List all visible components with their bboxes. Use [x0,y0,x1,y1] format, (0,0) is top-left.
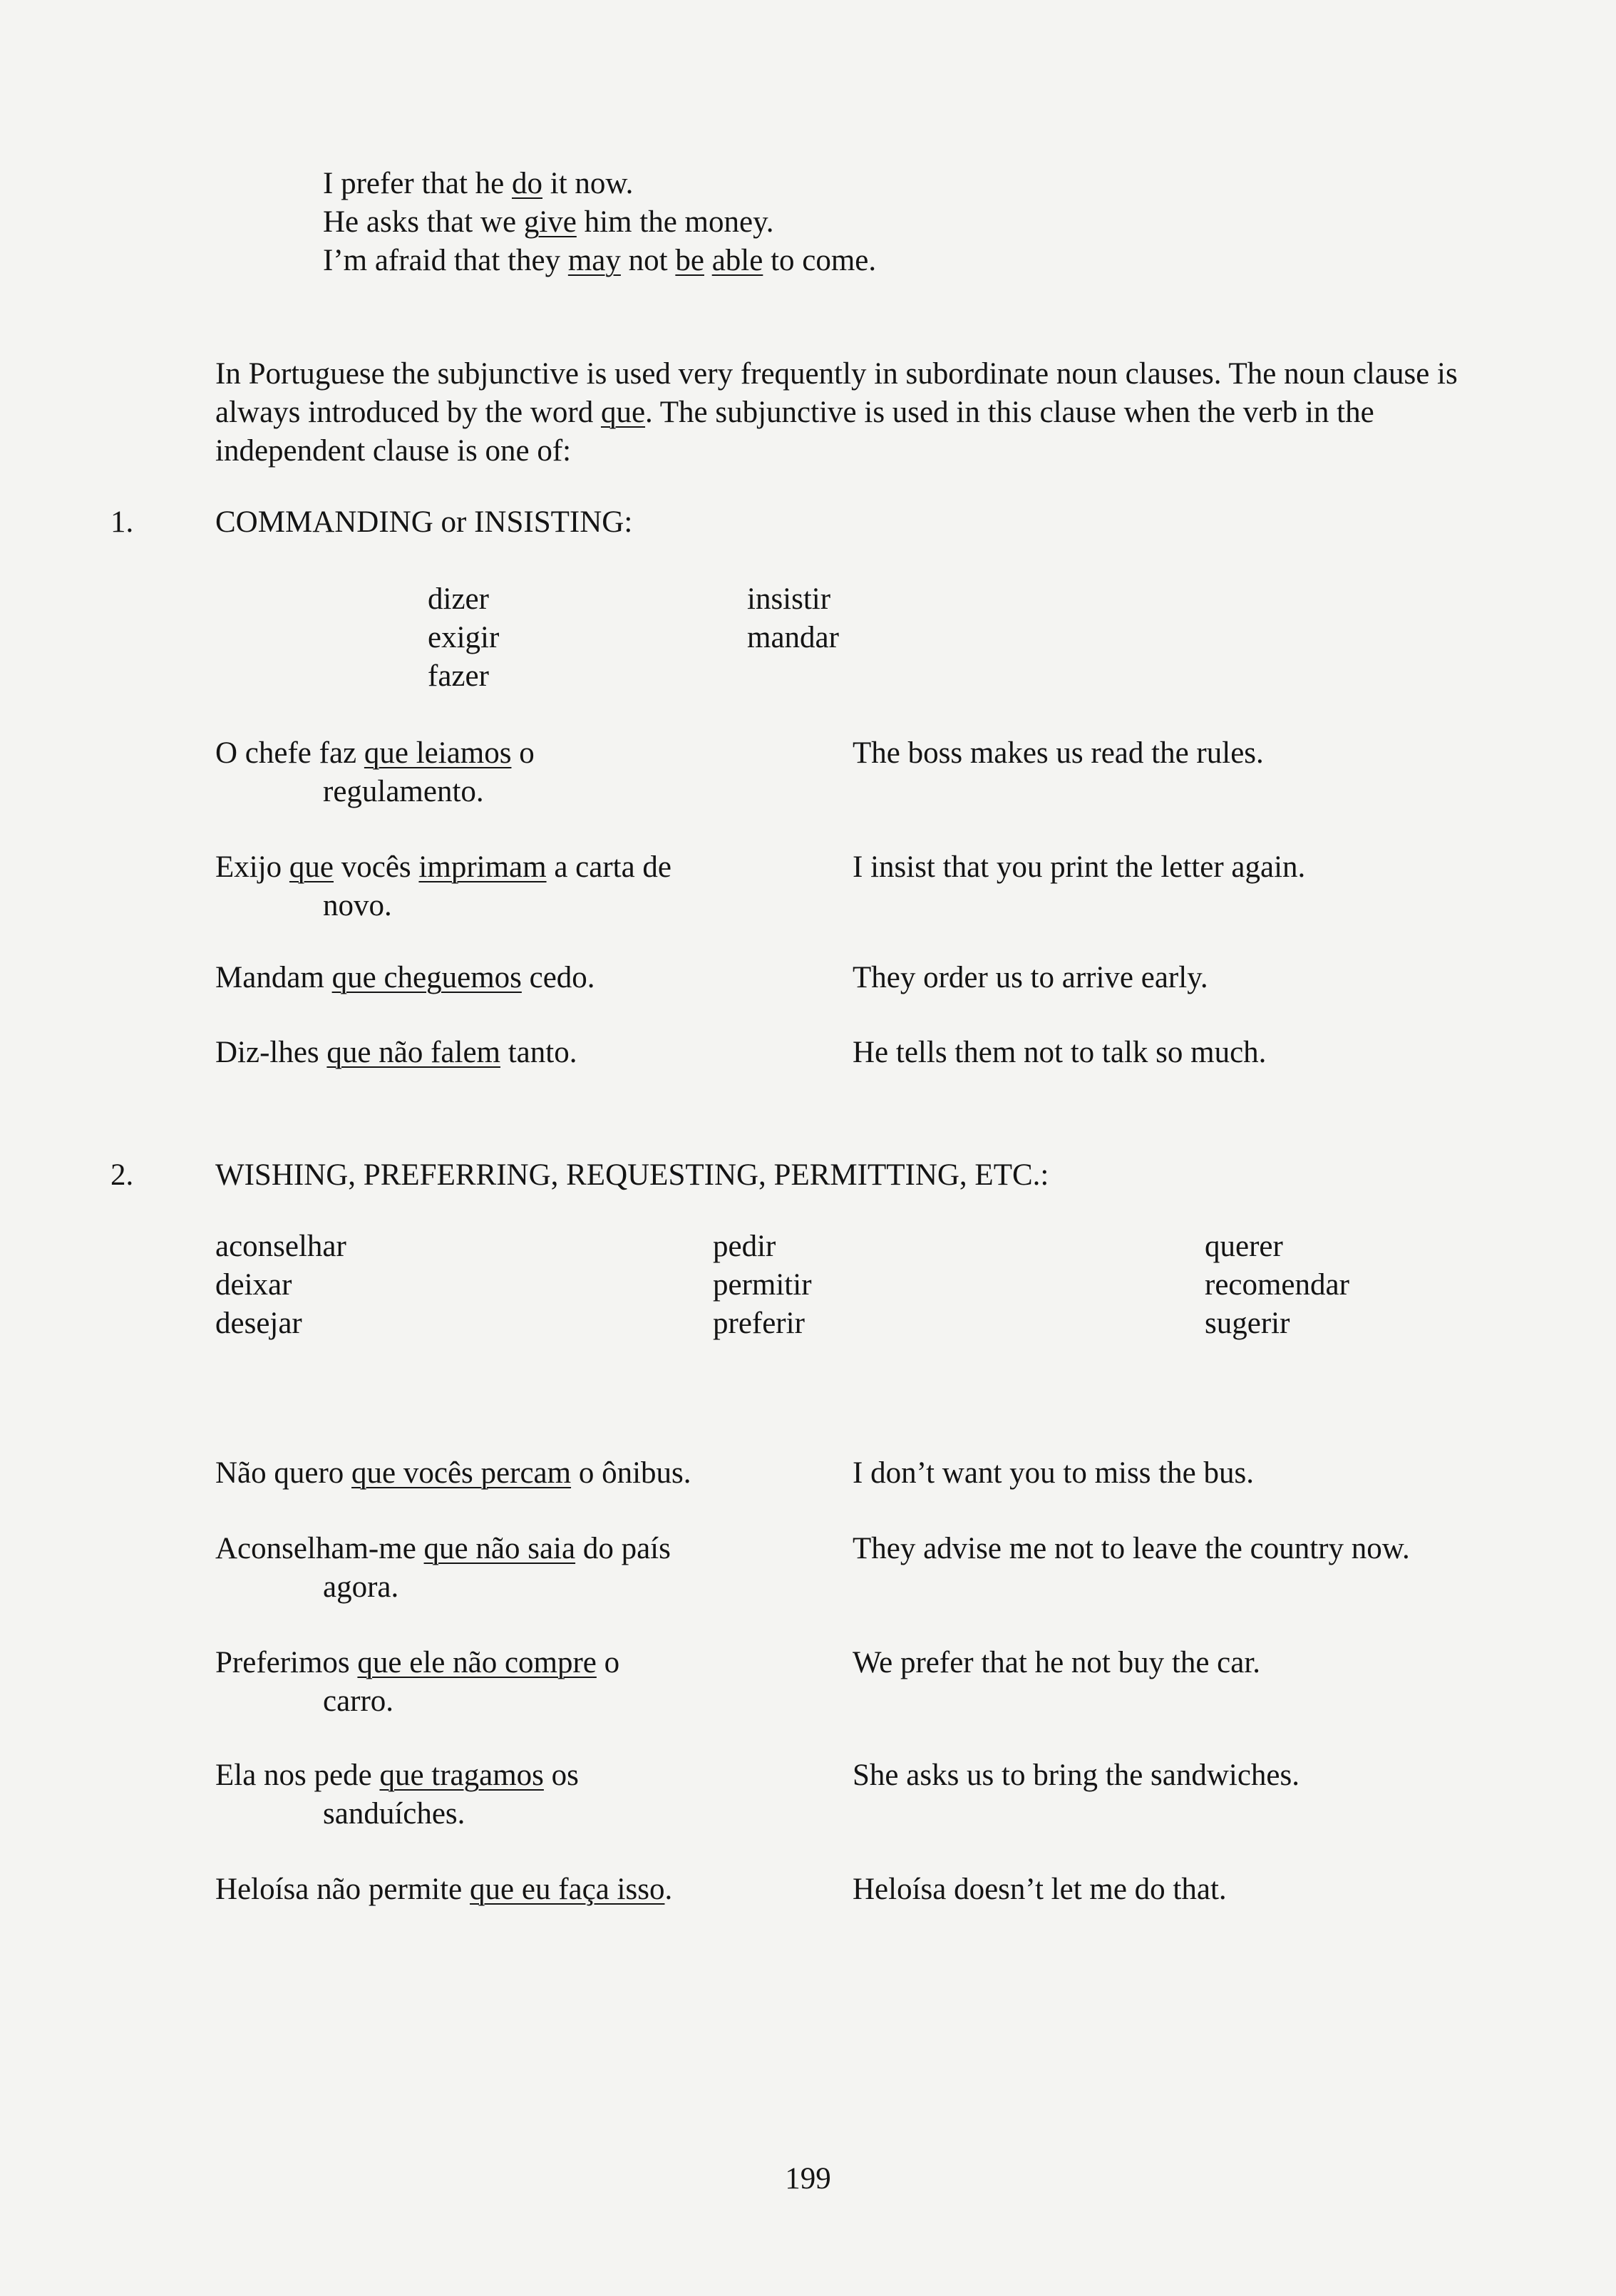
example-pt: Heloísa não permite que eu faça isso. [215,1873,673,1906]
section-2-number: 2. [110,1158,134,1192]
intro-line-3: I’m afraid that they may not be able to come. [323,244,877,277]
example-pt: agora. [323,1570,399,1604]
section-2-verb: preferir [713,1307,805,1340]
underlined-text: do [512,167,543,200]
example-en: I don’t want you to miss the bus. [853,1456,1254,1490]
underlined-text: imprimam [418,850,547,884]
example-en: They order us to arrive early. [853,961,1208,994]
page-number: 199 [785,2162,831,2195]
section-1-verb: fazer [428,659,489,693]
section-2-heading: WISHING, PREFERRING, REQUESTING, PERMITTING, ETC.: [215,1158,1049,1192]
example-pt: O chefe faz que leiamos o [215,736,535,770]
section-2-verb: pedir [713,1230,776,1263]
section-1-verb: insistir [747,582,831,616]
example-en: We prefer that he not buy the car. [853,1646,1261,1679]
underlined-text: que tragamos [379,1759,544,1792]
underlined-text: que vocês percam [351,1456,572,1490]
section-1-verb: dizer [428,582,489,616]
example-en: They advise me not to leave the country now. [853,1532,1410,1565]
example-pt: Diz-lhes que não falem tanto. [215,1036,577,1069]
underlined-text: be [675,244,704,277]
example-pt: Ela nos pede que tragamos os [215,1759,579,1792]
example-pt: Mandam que cheguemos cedo. [215,961,595,994]
section-2-verb: recomendar [1205,1268,1349,1302]
underlined-text: que não saia [423,1532,576,1565]
example-pt: regulamento. [323,775,484,808]
example-pt: sanduíches. [323,1797,465,1831]
underlined-text: que cheguemos [331,961,522,994]
section-2-verb: deixar [215,1268,292,1302]
example-pt: Preferimos que ele não compre o [215,1646,620,1679]
underlined-text: able [711,244,763,277]
example-en: She asks us to bring the sandwiches. [853,1759,1300,1792]
underlined-text: que eu faça isso [470,1873,665,1906]
section-1-heading: COMMANDING or INSISTING: [215,505,633,539]
example-en: The boss makes us read the rules. [853,736,1264,770]
example-pt: Não quero que vocês percam o ônibus. [215,1456,691,1490]
example-pt: Aconselham-me que não saia do país [215,1532,671,1565]
underlined-text: que leiamos [364,736,512,770]
section-2-verb: sugerir [1205,1307,1290,1340]
underlined-text: que [600,396,646,429]
intro-paragraph: In Portuguese the subjunctive is used very frequently in subordinate noun clauses. The noun clause is always introduced by the word que. The subjunctive is used in this clause when the verb in the independent clause is one of: [215,357,1458,468]
example-en: Heloísa doesn’t let me do that. [853,1873,1227,1906]
underlined-text: que não falem [326,1036,500,1069]
example-en: He tells them not to talk so much. [853,1036,1267,1069]
section-1-verb: exigir [428,621,500,654]
section-2-verb: aconselhar [215,1230,346,1263]
section-2-verb: desejar [215,1307,302,1340]
section-2-verb: querer [1205,1230,1283,1263]
underlined-text: give [523,205,577,239]
underlined-text: que [289,850,334,884]
example-pt: novo. [323,889,392,922]
section-2-verb: permitir [713,1268,812,1302]
example-pt: Exijo que vocês imprimam a carta de [215,850,672,884]
intro-line-2: He asks that we give him the money. [323,205,774,239]
example-pt: carro. [323,1684,394,1718]
section-1-verb: mandar [747,621,839,654]
example-en: I insist that you print the letter again. [853,850,1306,884]
underlined-text: may [567,244,621,277]
section-1-number: 1. [110,505,134,539]
intro-line-1: I prefer that he do it now. [323,167,634,200]
underlined-text: que ele não compre [357,1646,597,1679]
